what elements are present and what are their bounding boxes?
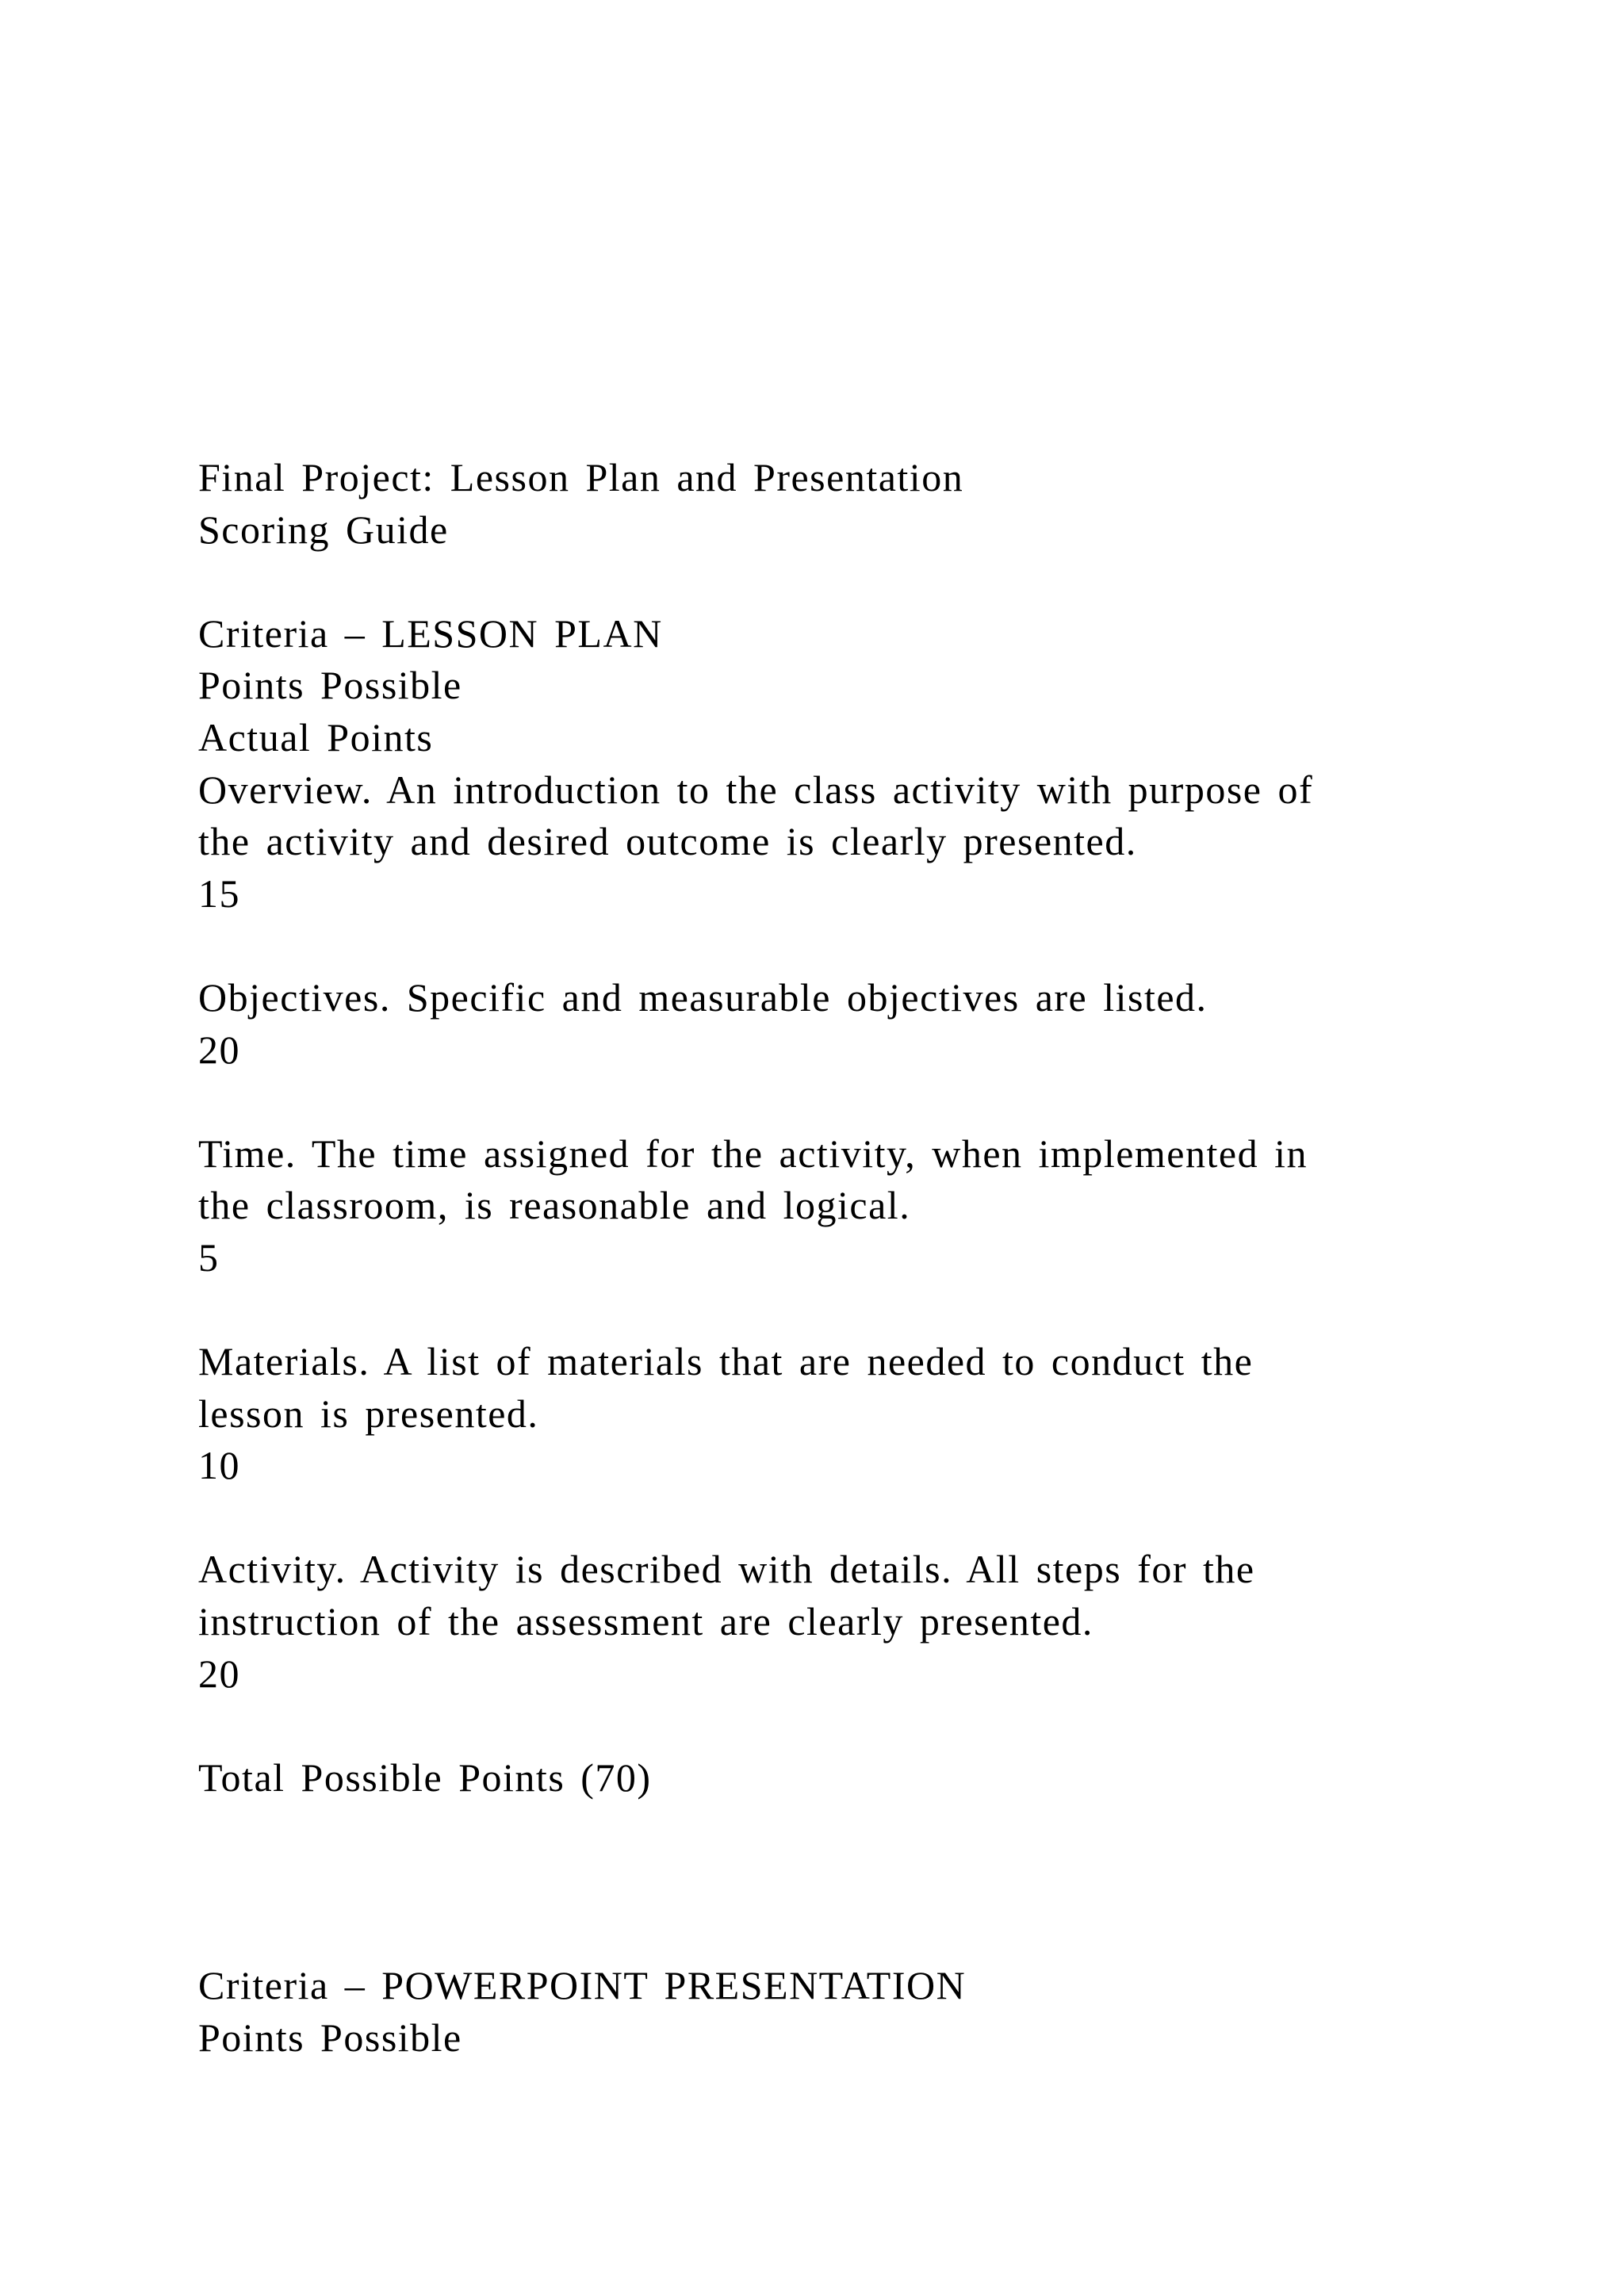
document-title: Final Project: Lesson Plan and Presentation xyxy=(198,455,964,499)
points-possible-header: Points Possible xyxy=(198,663,462,708)
blank-line xyxy=(198,1284,1483,1337)
criterion-time-points: 5 xyxy=(198,1234,220,1280)
blank-line xyxy=(198,1700,1483,1752)
criterion-activity-line2: instruction of the assessment are clearly presented. xyxy=(198,1599,1094,1644)
criterion-overview-line2: the activity and desired outcome is clearly presented. xyxy=(198,819,1137,864)
document-body xyxy=(198,452,1483,2064)
criterion-time-line2: the classroom, is reasonable and logical. xyxy=(198,1183,911,1228)
criterion-time-line1: Time. The time assigned for the activity, when implemented in xyxy=(198,1131,1308,1176)
criterion-activity-line1: Activity. Activity is described with details. All steps for the xyxy=(198,1547,1255,1592)
criterion-materials-line1: Materials. A list of materials that are needed to conduct the xyxy=(198,1339,1254,1384)
criterion-activity-points: 20 xyxy=(198,1651,240,1696)
total-possible-points: Total Possible Points (70) xyxy=(198,1755,652,1800)
lesson-plan-heading: Criteria – LESSON PLAN xyxy=(198,610,663,656)
blank-line xyxy=(198,1804,1483,1856)
blank-line xyxy=(198,920,1483,972)
presentation-points-possible-header: Points Possible xyxy=(198,2015,462,2060)
blank-line xyxy=(198,1492,1483,1544)
criterion-overview-points: 15 xyxy=(198,871,240,916)
criterion-objectives-points: 20 xyxy=(198,1027,240,1072)
criterion-overview-line1: Overview. An introduction to the class activity with purpose of xyxy=(198,767,1314,812)
document-subtitle: Scoring Guide xyxy=(198,507,449,552)
blank-line xyxy=(198,556,1483,608)
blank-line xyxy=(198,1076,1483,1128)
criterion-materials-line2: lesson is presented. xyxy=(198,1391,539,1436)
presentation-heading: Criteria – POWERPOINT PRESENTATION xyxy=(198,1963,967,2008)
criterion-objectives-line1: Objectives. Specific and measurable objectives are listed. xyxy=(198,974,1208,1020)
actual-points-header: Actual Points xyxy=(198,714,434,760)
blank-line xyxy=(198,1908,1483,1961)
criterion-materials-points: 10 xyxy=(198,1443,240,1488)
blank-line xyxy=(198,1856,1483,1908)
